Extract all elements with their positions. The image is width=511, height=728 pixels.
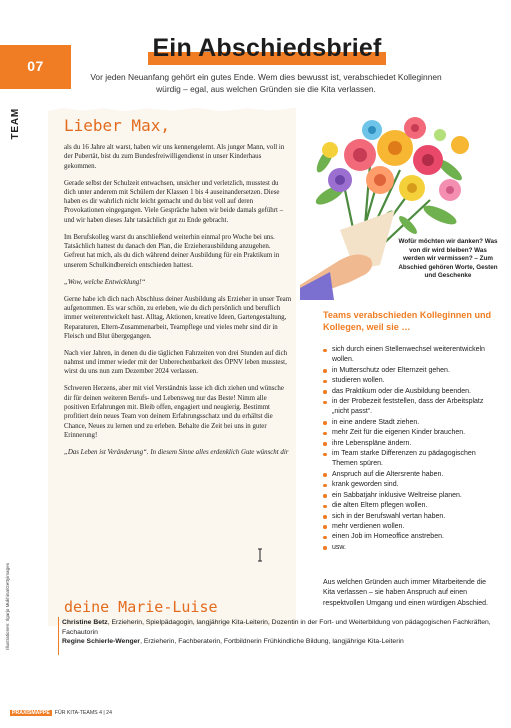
list-item: in eine andere Stadt ziehen.: [323, 418, 499, 428]
letter-paragraph: als du 16 Jahre alt warst, haben wir uns kennengelernt. Als junger Mann, voll in der Pubertät, bist du zum Bundesfreiwilligendienst in unser Kinderhaus gekommen.: [64, 144, 285, 170]
bullet-icon: [323, 494, 327, 498]
letter-signature: deine Marie-Luise: [64, 598, 218, 616]
author-entry: [62, 618, 502, 637]
page-footer: [10, 710, 112, 716]
page-subtitle: Vor jeden Neuanfang gehört ein gutes Ende. Wem dies bewusst ist, verabschiedet Kolleginnen würdig – egal, aus welchen Gründen sie die Kita verlassen.: [90, 72, 442, 94]
list-item: usw.: [323, 543, 499, 553]
bullet-icon: [323, 505, 327, 509]
bullet-icon: [323, 421, 327, 425]
letter-paragraph: Gerne habe ich dich nach Abschluss deiner Ausbildung als Erzieher in unser Team aufgenommen. Es war schön, zu erleben, wie du dich persönlich und beruflich immer weiterentwickelt hast. Alltag, Aktionen, kreative Ideen, Gartengestaltung, Reparaturen, Eltern-Zusammenarbeit, Teampflege und vieles mehr sind dir in Fleisch und Blut übergegangen.: [64, 295, 292, 340]
bullet-icon: [323, 515, 327, 519]
letter-paragraph: Nach vier Jahren, in denen du die täglichen Fahrzeiten von drei Stunden auf dich nahmst und immer wieder mit der Unberechenbarkeit des ÖPNV leben musstest, wirst du uns nun zum Dezember 2024 verlassen.: [64, 349, 288, 376]
bullet-icon: [323, 484, 327, 488]
footer-issue: FÜR KITA-TEAMS 4 | 24: [54, 710, 112, 716]
list-item: mehr Zeit für die eigenen Kinder brauchen.: [323, 428, 499, 438]
reasons-title: Teams verabschieden Kolleginnen und Kollegen, weil sie …: [323, 310, 492, 332]
bullet-icon: [323, 369, 327, 373]
letter-quote: „Wow, welche Entwicklung!“: [64, 278, 146, 286]
bullet-icon: [323, 525, 327, 529]
list-item: einen Job im Homeoffice anstreben.: [323, 532, 499, 542]
list-item: mehr verdienen wollen.: [323, 522, 499, 532]
page-title: Ein Abschiedsbrief: [152, 34, 382, 62]
list-item: Anspruch auf die Altersrente haben.: [323, 470, 499, 480]
illustration-credit: Illustrationen: Ilgarjo Mukhina/Gettyimages: [5, 563, 10, 650]
author-description: , Erzieherin, Fachberaterin, Fortbildnerin Frühkindliche Bildung, langjährige Kita-Leiterin: [140, 638, 404, 646]
author-name: Christine Betz: [62, 619, 108, 626]
letter-paragraph: Schweren Herzens, aber mit viel Verständnis lasse ich dich ziehen und wünsche dir für deinen weiteren Berufs- und Lebensweg nur das Beste! Nimm alle positiven Erfahrungen mit. Bleib offen, engagiert und neugierig. Bestimmt profitiert dein neues Team von deinem Erfahrungsschatz und du erhältst die Chance, Neues zu lernen und zu erleben. Behalte die Zeit bei uns in guter Erinnerung!: [64, 385, 284, 439]
list-item: im Team starke Differenzen zu pädagogischen Themen spüren.: [323, 449, 499, 470]
list-item: in der Probezeit feststellen, dass der Arbeitsplatz „nicht passt“.: [323, 397, 499, 418]
list-item: ihre Lebenspläne ändern.: [323, 439, 499, 449]
author-name: Regine Schierle-Wenger: [62, 638, 141, 646]
letter-closing-quote: „Das Leben ist Veränderung“. In diesem Sinne alles erdenklich Gute wünscht dir: [64, 448, 289, 456]
letter-salutation: Lieber Max,: [64, 116, 170, 135]
list-item: sich in der Berufswahl vertan haben.: [323, 512, 499, 522]
bullet-icon: [323, 473, 327, 477]
bullet-icon: [323, 380, 327, 384]
author-description: , Erzieherin, Spielpädagogin, langjährige Kita-Leiterin, Dozentin in der Fort- und Weiterbildung von pädagogischen Fachkräften, Fachautorin: [62, 619, 491, 636]
reasons-list: [323, 345, 499, 553]
page-number: 07: [27, 58, 44, 74]
bullet-icon: [323, 536, 327, 540]
letter-paragraph: Gerade selbst der Schulzeit entwachsen, unsicher und verletzlich, musstest du dich unter anderem mit Schülern der Klassen 1 bis 4 auseinandersetzen. Diese haben es dir wahrlich nicht leicht gemacht und du bist voll auf deren Provokationen eingegangen. Viele Gespräche haben wir beide damals geführt – und wir haben dieses Jahr tatsächlich gut zu Ende gebracht.: [64, 179, 284, 224]
bullet-icon: [323, 442, 327, 446]
bullet-icon: [323, 432, 327, 436]
author-entry: [62, 637, 502, 647]
image-caption: Wofür möchten wir danken? Was von dir wird bleiben? Was werden wir vermissen? – Zum Abschied gehören Worte, Gesten und Geschenke: [398, 238, 498, 279]
bullet-icon: [323, 390, 327, 394]
text-cursor-icon: [257, 548, 263, 562]
list-item: sich durch einen Stellenwechsel weiterentwickeln wollen.: [323, 345, 499, 366]
bullet-icon: [323, 349, 327, 353]
letter-body: [64, 143, 292, 465]
list-item: das Praktikum oder die Ausbildung beenden.: [323, 387, 499, 397]
list-item: studieren wollen.: [323, 376, 499, 386]
list-item: die alten Eltern pflegen wollen.: [323, 501, 499, 511]
bullet-icon: [323, 546, 327, 550]
reasons-closing: Aus welchen Gründen auch immer Mitarbeitende die Kita verlassen – sie haben Anspruch auf einen respektvollen Umgang und einen würdigen Abschied.: [323, 579, 488, 607]
list-item: ein Sabbatjahr inklusive Weltreise planen.: [323, 491, 499, 501]
letter-paragraph: Im Berufskolleg warst du anschließend weiterhin einmal pro Woche bei uns. Tatsächlich hattest du danach den Plan, die Erzieherausbildung anzugehen. Gefreut hat mich, als du dich während deiner Ausbildung für ein Praktikum in unserem Schulkindbereich entschieden hattest.: [64, 233, 280, 269]
authors-divider: [58, 617, 59, 655]
section-label: TEAM: [10, 108, 21, 140]
list-item: in Mutterschutz oder Elternzeit gehen.: [323, 366, 499, 376]
magazine-logo: PRAXISMAPPE: [12, 710, 50, 716]
bullet-icon: [323, 453, 327, 457]
author-info: [62, 618, 502, 647]
list-item: krank geworden sind.: [323, 480, 499, 490]
bullet-icon: [323, 401, 327, 405]
